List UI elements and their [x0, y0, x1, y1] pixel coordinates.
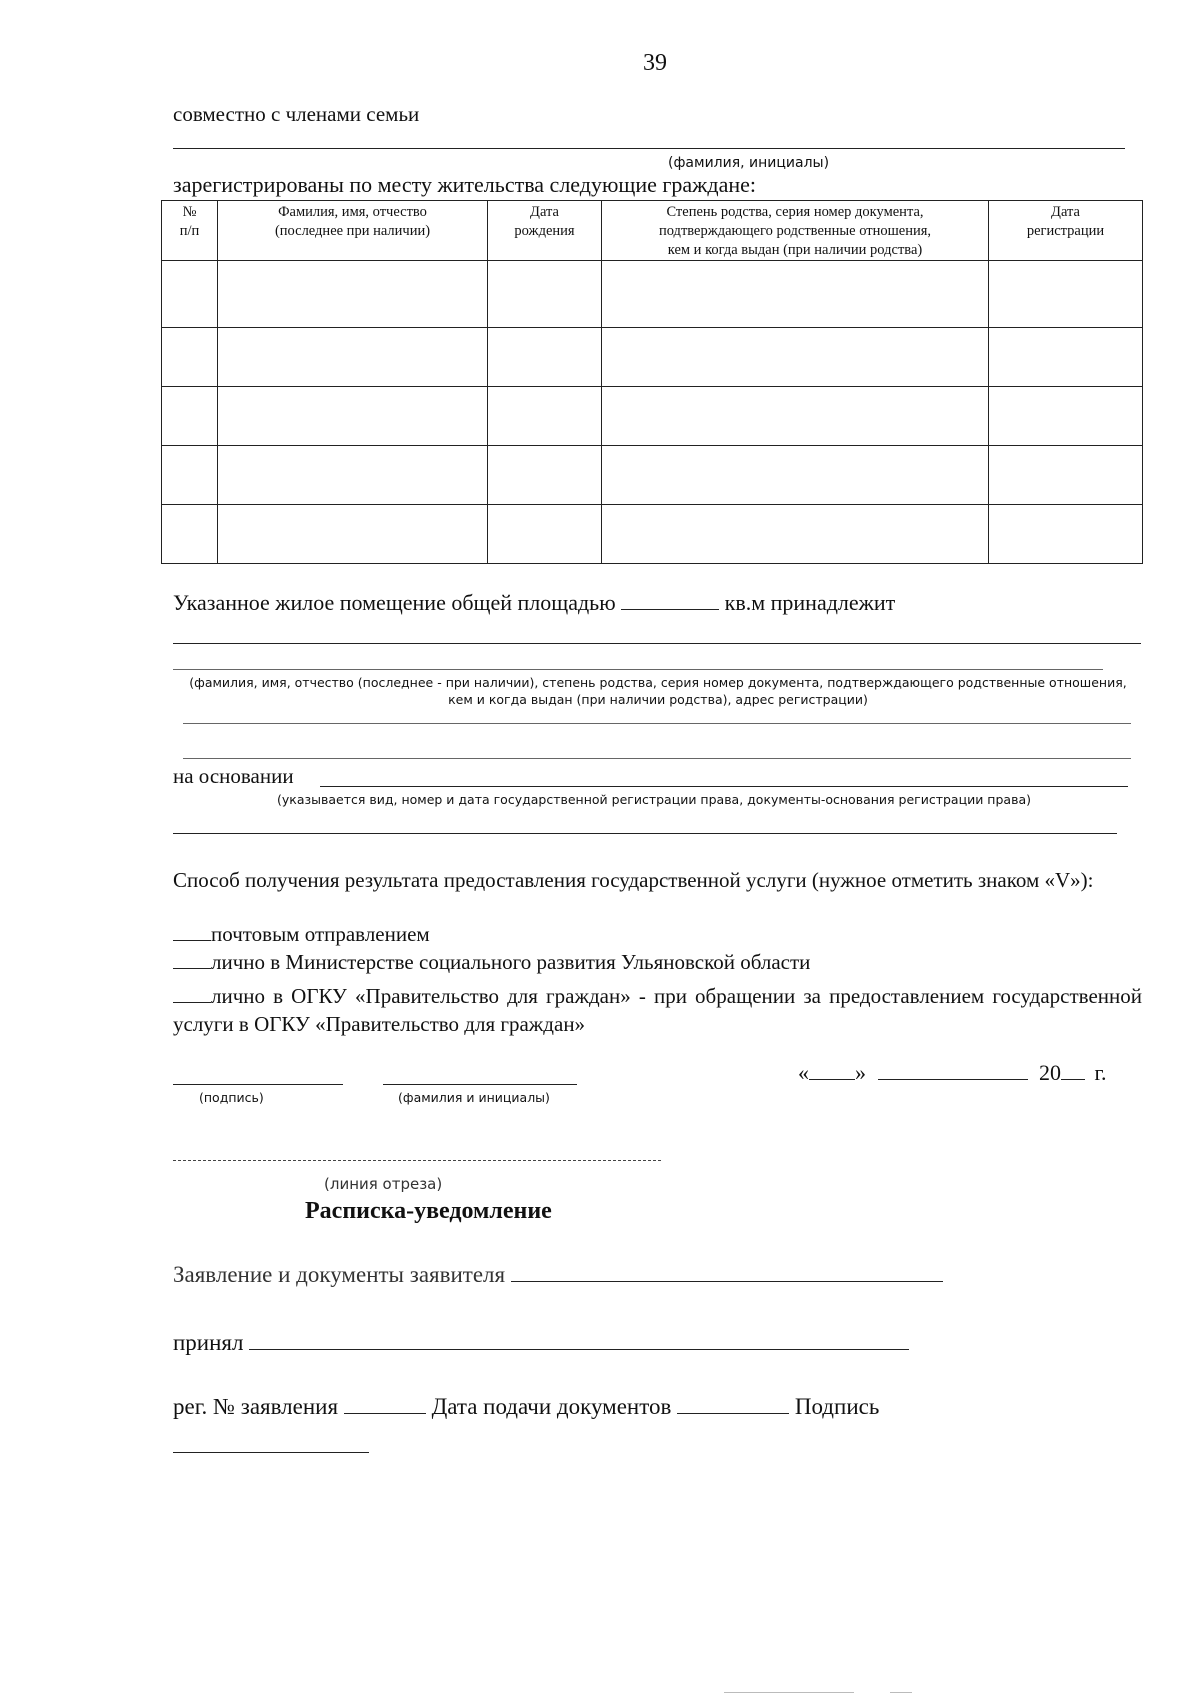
owner-caption [178, 674, 1138, 708]
table-row [162, 387, 1143, 446]
column-header-number [162, 201, 218, 261]
registered-citizens-label: зарегистрированы по месту жительства следующие граждане: [173, 172, 756, 197]
table-cell[interactable] [488, 328, 602, 387]
table-cell[interactable] [989, 446, 1143, 505]
delivery-option-ministry[interactable] [173, 950, 810, 975]
receipt-accepted-line [173, 1330, 909, 1356]
family-members-label: совместно с членами семьи [173, 102, 420, 126]
signature-field[interactable] [173, 1084, 343, 1085]
column-header-line: рождения [514, 223, 575, 239]
year-prefix: 20 [1039, 1060, 1061, 1085]
receipt-documents-line [173, 1262, 943, 1288]
basis-caption: (указывается вид, номер и дата государственной регистрации права, документы-основания регистрации права) [277, 792, 1031, 807]
column-header-line: Фамилия, имя, отчество [278, 204, 427, 220]
column-header-registration-date [989, 201, 1143, 261]
table-row [162, 328, 1143, 387]
owner-caption-line: кем и когда выдан (при наличии родства), адрес регистрации) [448, 692, 868, 707]
table-cell[interactable] [602, 446, 989, 505]
table-row [162, 505, 1143, 564]
column-header-line: п/п [179, 223, 200, 239]
table-cell[interactable] [162, 505, 218, 564]
residents-table [161, 200, 1143, 564]
table-cell[interactable] [989, 505, 1143, 564]
basis-field-continued[interactable] [173, 833, 1117, 834]
month-field[interactable] [878, 1079, 1028, 1080]
receipt-signature-field[interactable] [173, 1452, 369, 1453]
submission-date-label: Дата подачи документов [431, 1394, 672, 1419]
owner-field-line[interactable] [183, 758, 1131, 759]
table-cell[interactable] [162, 387, 218, 446]
table-cell[interactable] [218, 387, 488, 446]
owner-field-line[interactable] [183, 723, 1131, 724]
cut-line [173, 1160, 661, 1161]
column-header-line: Дата [530, 204, 559, 220]
applicant-field[interactable] [511, 1281, 943, 1282]
table-cell[interactable] [218, 505, 488, 564]
column-header-line: № [182, 204, 197, 220]
scan-artifact [724, 1692, 854, 1693]
reg-number-label: рег. № заявления [173, 1394, 339, 1419]
signature-label: Подпись [794, 1394, 880, 1419]
table-cell[interactable] [488, 261, 602, 328]
reg-number-field[interactable] [344, 1413, 426, 1414]
family-members-field[interactable] [173, 148, 1125, 149]
submission-date-field[interactable] [677, 1413, 789, 1414]
table-cell[interactable] [218, 328, 488, 387]
column-header-line: регистрации [1026, 223, 1105, 239]
documents-label: Заявление и документы заявителя [173, 1262, 506, 1287]
delivery-option-government-center[interactable] [173, 982, 1142, 1038]
table-row [162, 261, 1143, 328]
delivery-option-mail[interactable] [173, 922, 430, 947]
column-header-line: Дата [1051, 204, 1080, 220]
owner-field-line[interactable] [173, 643, 1141, 644]
table-cell[interactable] [162, 446, 218, 505]
column-header-relationship [602, 201, 989, 261]
year-field[interactable] [1061, 1079, 1085, 1080]
table-cell[interactable] [162, 261, 218, 328]
open-quote: « [798, 1060, 809, 1085]
column-header-line: подтверждающего родственные отношения, [658, 223, 932, 239]
cut-line-caption: (линия отреза) [324, 1175, 443, 1193]
table-cell[interactable] [162, 328, 218, 387]
scan-artifact [890, 1692, 912, 1693]
signature-caption: (подпись) [199, 1090, 264, 1105]
delivery-intro: Способ получения результата предоставления государственной услуги (нужное отметить знаком «V»): [173, 868, 1094, 892]
owner-field-line[interactable] [173, 669, 1103, 670]
close-quote: » [855, 1060, 866, 1085]
family-members-caption: (фамилия, инициалы) [668, 155, 830, 171]
table-cell[interactable] [602, 505, 989, 564]
table-cell[interactable] [218, 261, 488, 328]
owner-caption-line: (фамилия, имя, отчество (последнее - при наличии), степень родства, серия номер документа, подтверждающего родственные отношения, [189, 675, 1127, 690]
table-cell[interactable] [989, 261, 1143, 328]
checkbox-blank[interactable] [173, 968, 211, 969]
table-cell[interactable] [488, 387, 602, 446]
receipt-registration-line [173, 1394, 879, 1420]
column-header-birth-date [488, 201, 602, 261]
ownership-text-before: Указанное жилое помещение общей площадью [173, 590, 616, 615]
checkbox-blank[interactable] [173, 1002, 211, 1003]
ownership-line [173, 590, 895, 616]
column-header-line: (последнее при наличии) [274, 223, 431, 239]
table-cell[interactable] [989, 387, 1143, 446]
table-cell[interactable] [488, 446, 602, 505]
accepted-label: принял [173, 1330, 244, 1355]
day-field[interactable] [809, 1079, 855, 1080]
delivery-option-label: лично в Министерстве социального развития Ульяновской области [211, 950, 811, 974]
year-suffix: г. [1094, 1060, 1107, 1085]
delivery-option-label: почтовым отправлением [211, 922, 430, 946]
ownership-text-after: кв.м принадлежит [724, 590, 896, 615]
basis-label: на основании [173, 764, 294, 788]
table-header-row [162, 201, 1143, 261]
table-cell[interactable] [602, 328, 989, 387]
table-cell[interactable] [989, 328, 1143, 387]
receipt-title: Расписка-уведомление [305, 1198, 552, 1224]
table-cell[interactable] [602, 387, 989, 446]
table-row [162, 446, 1143, 505]
date-line [798, 1060, 1107, 1086]
table-cell[interactable] [602, 261, 989, 328]
column-header-line: Степень родства, серия номер документа, [666, 204, 924, 220]
table-cell[interactable] [218, 446, 488, 505]
accepted-by-field[interactable] [249, 1349, 909, 1350]
column-header-line: кем и когда выдан (при наличии родства) [667, 242, 923, 258]
table-cell[interactable] [488, 505, 602, 564]
page-number: 39 [643, 50, 667, 76]
checkbox-blank[interactable] [173, 940, 211, 941]
column-header-full-name [218, 201, 488, 261]
name-initials-field[interactable] [383, 1084, 577, 1085]
delivery-option-label: лично в ОГКУ «Правительство для граждан» - при обращении за предоставлением государственной услуги в ОГКУ «Правительство для граждан» [173, 984, 1142, 1036]
area-input[interactable] [621, 609, 719, 610]
basis-field[interactable] [320, 786, 1128, 787]
name-initials-caption: (фамилия и инициалы) [398, 1090, 550, 1105]
